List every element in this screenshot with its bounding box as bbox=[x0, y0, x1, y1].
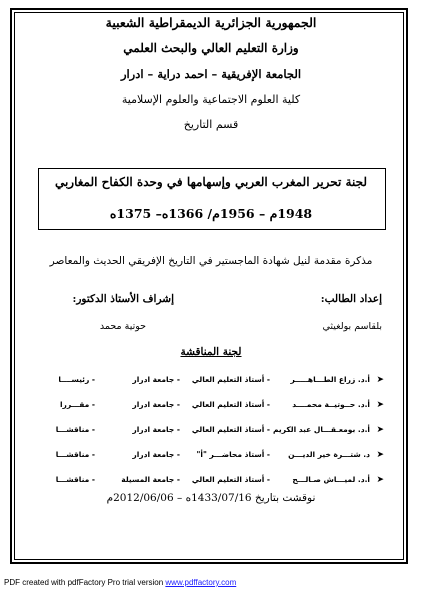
member-university: - جامعة ادرار bbox=[132, 400, 180, 409]
footer-text: PDF created with pdfFactory Pro trial version bbox=[4, 578, 166, 587]
member-university: - جامعة ادرار bbox=[132, 375, 180, 384]
student-label: إعداد الطالب: bbox=[320, 293, 382, 305]
footer-link[interactable]: www.pdffactory.com bbox=[165, 578, 237, 587]
committee-heading: لجنة المناقشة bbox=[180, 346, 242, 358]
member-university: - جامعة المسيلة bbox=[121, 475, 180, 484]
member-role: - مناقشـــا bbox=[55, 425, 95, 434]
faculty-title: كلية العلوم الاجتماعية والعلوم الإسلامية bbox=[121, 93, 301, 106]
member-name: د. شتـــرة خير الديـــن bbox=[288, 450, 370, 459]
member-university: - جامعة ادرار bbox=[132, 450, 180, 459]
thesis-title: لجنة تحرير المغرب العربي وإسهامها في وحدة الكفاح المغاربي bbox=[54, 175, 368, 189]
supervisor-name: حوتية محمد bbox=[99, 321, 146, 332]
member-role: - مقـــررا bbox=[59, 400, 95, 409]
member-name: أ.د. زراع الطـــاهـــــر bbox=[290, 375, 370, 384]
pdf-footer bbox=[4, 578, 236, 587]
member-title: - أستاذ التعليم العالي bbox=[191, 475, 270, 484]
student-name: بلقاسم بولغيثي bbox=[322, 321, 382, 332]
defense-date: نوقشت بتاريخ 1433/07/16ه – 2012/06/06م bbox=[106, 492, 316, 504]
member-role: - مناقشـــا bbox=[55, 475, 95, 484]
member-university: - جامعة ادرار bbox=[132, 425, 180, 434]
committee-row bbox=[40, 375, 384, 389]
member-role: - رئيســــا bbox=[58, 375, 95, 384]
supervisor-label: إشراف الأستاذ الدكتور: bbox=[72, 293, 174, 305]
member-title: - أستاذ التعليم العالي bbox=[191, 425, 270, 434]
arrow-icon: ➤ bbox=[376, 375, 384, 385]
committee-row bbox=[40, 425, 384, 439]
arrow-icon: ➤ bbox=[376, 425, 384, 435]
member-title: - أستاذ التعليم العالي bbox=[191, 400, 270, 409]
arrow-icon: ➤ bbox=[376, 400, 384, 410]
committee-row bbox=[40, 450, 384, 464]
committee-row bbox=[40, 475, 384, 489]
ministry-title: وزارة التعليم العالي والبحث العلمي bbox=[123, 41, 299, 55]
arrow-icon: ➤ bbox=[376, 475, 384, 485]
memo-description: مذكرة مقدمة لنيل شهادة الماجستير في التاريخ الإفريقي الحديث والمعاصر bbox=[49, 255, 373, 267]
member-title: - أستاذ محاضـــر "أ" bbox=[196, 450, 270, 459]
member-role: - مناقشـــا bbox=[55, 450, 95, 459]
member-name: أ.د. لميـــاش صـالـــح bbox=[292, 475, 370, 484]
university-title: الجامعة الإفريقية – احمد دراية – ادرار bbox=[120, 67, 302, 81]
member-title: - أستاذ التعليم العالي bbox=[191, 375, 270, 384]
member-name: أ.د. بومعـقـــال عبد الكريم bbox=[273, 425, 370, 434]
department-title: قسم التاريخ bbox=[183, 118, 239, 131]
arrow-icon: ➤ bbox=[376, 450, 384, 460]
member-name: أ.د. حــوتيــة محمــــد bbox=[292, 400, 370, 409]
thesis-dates: 1948م – 1956م/ 1366ه– 1375ه bbox=[109, 206, 313, 221]
committee-row bbox=[40, 400, 384, 414]
republic-title: الجمهورية الجزائرية الديمقراطية الشعبية bbox=[105, 15, 317, 30]
